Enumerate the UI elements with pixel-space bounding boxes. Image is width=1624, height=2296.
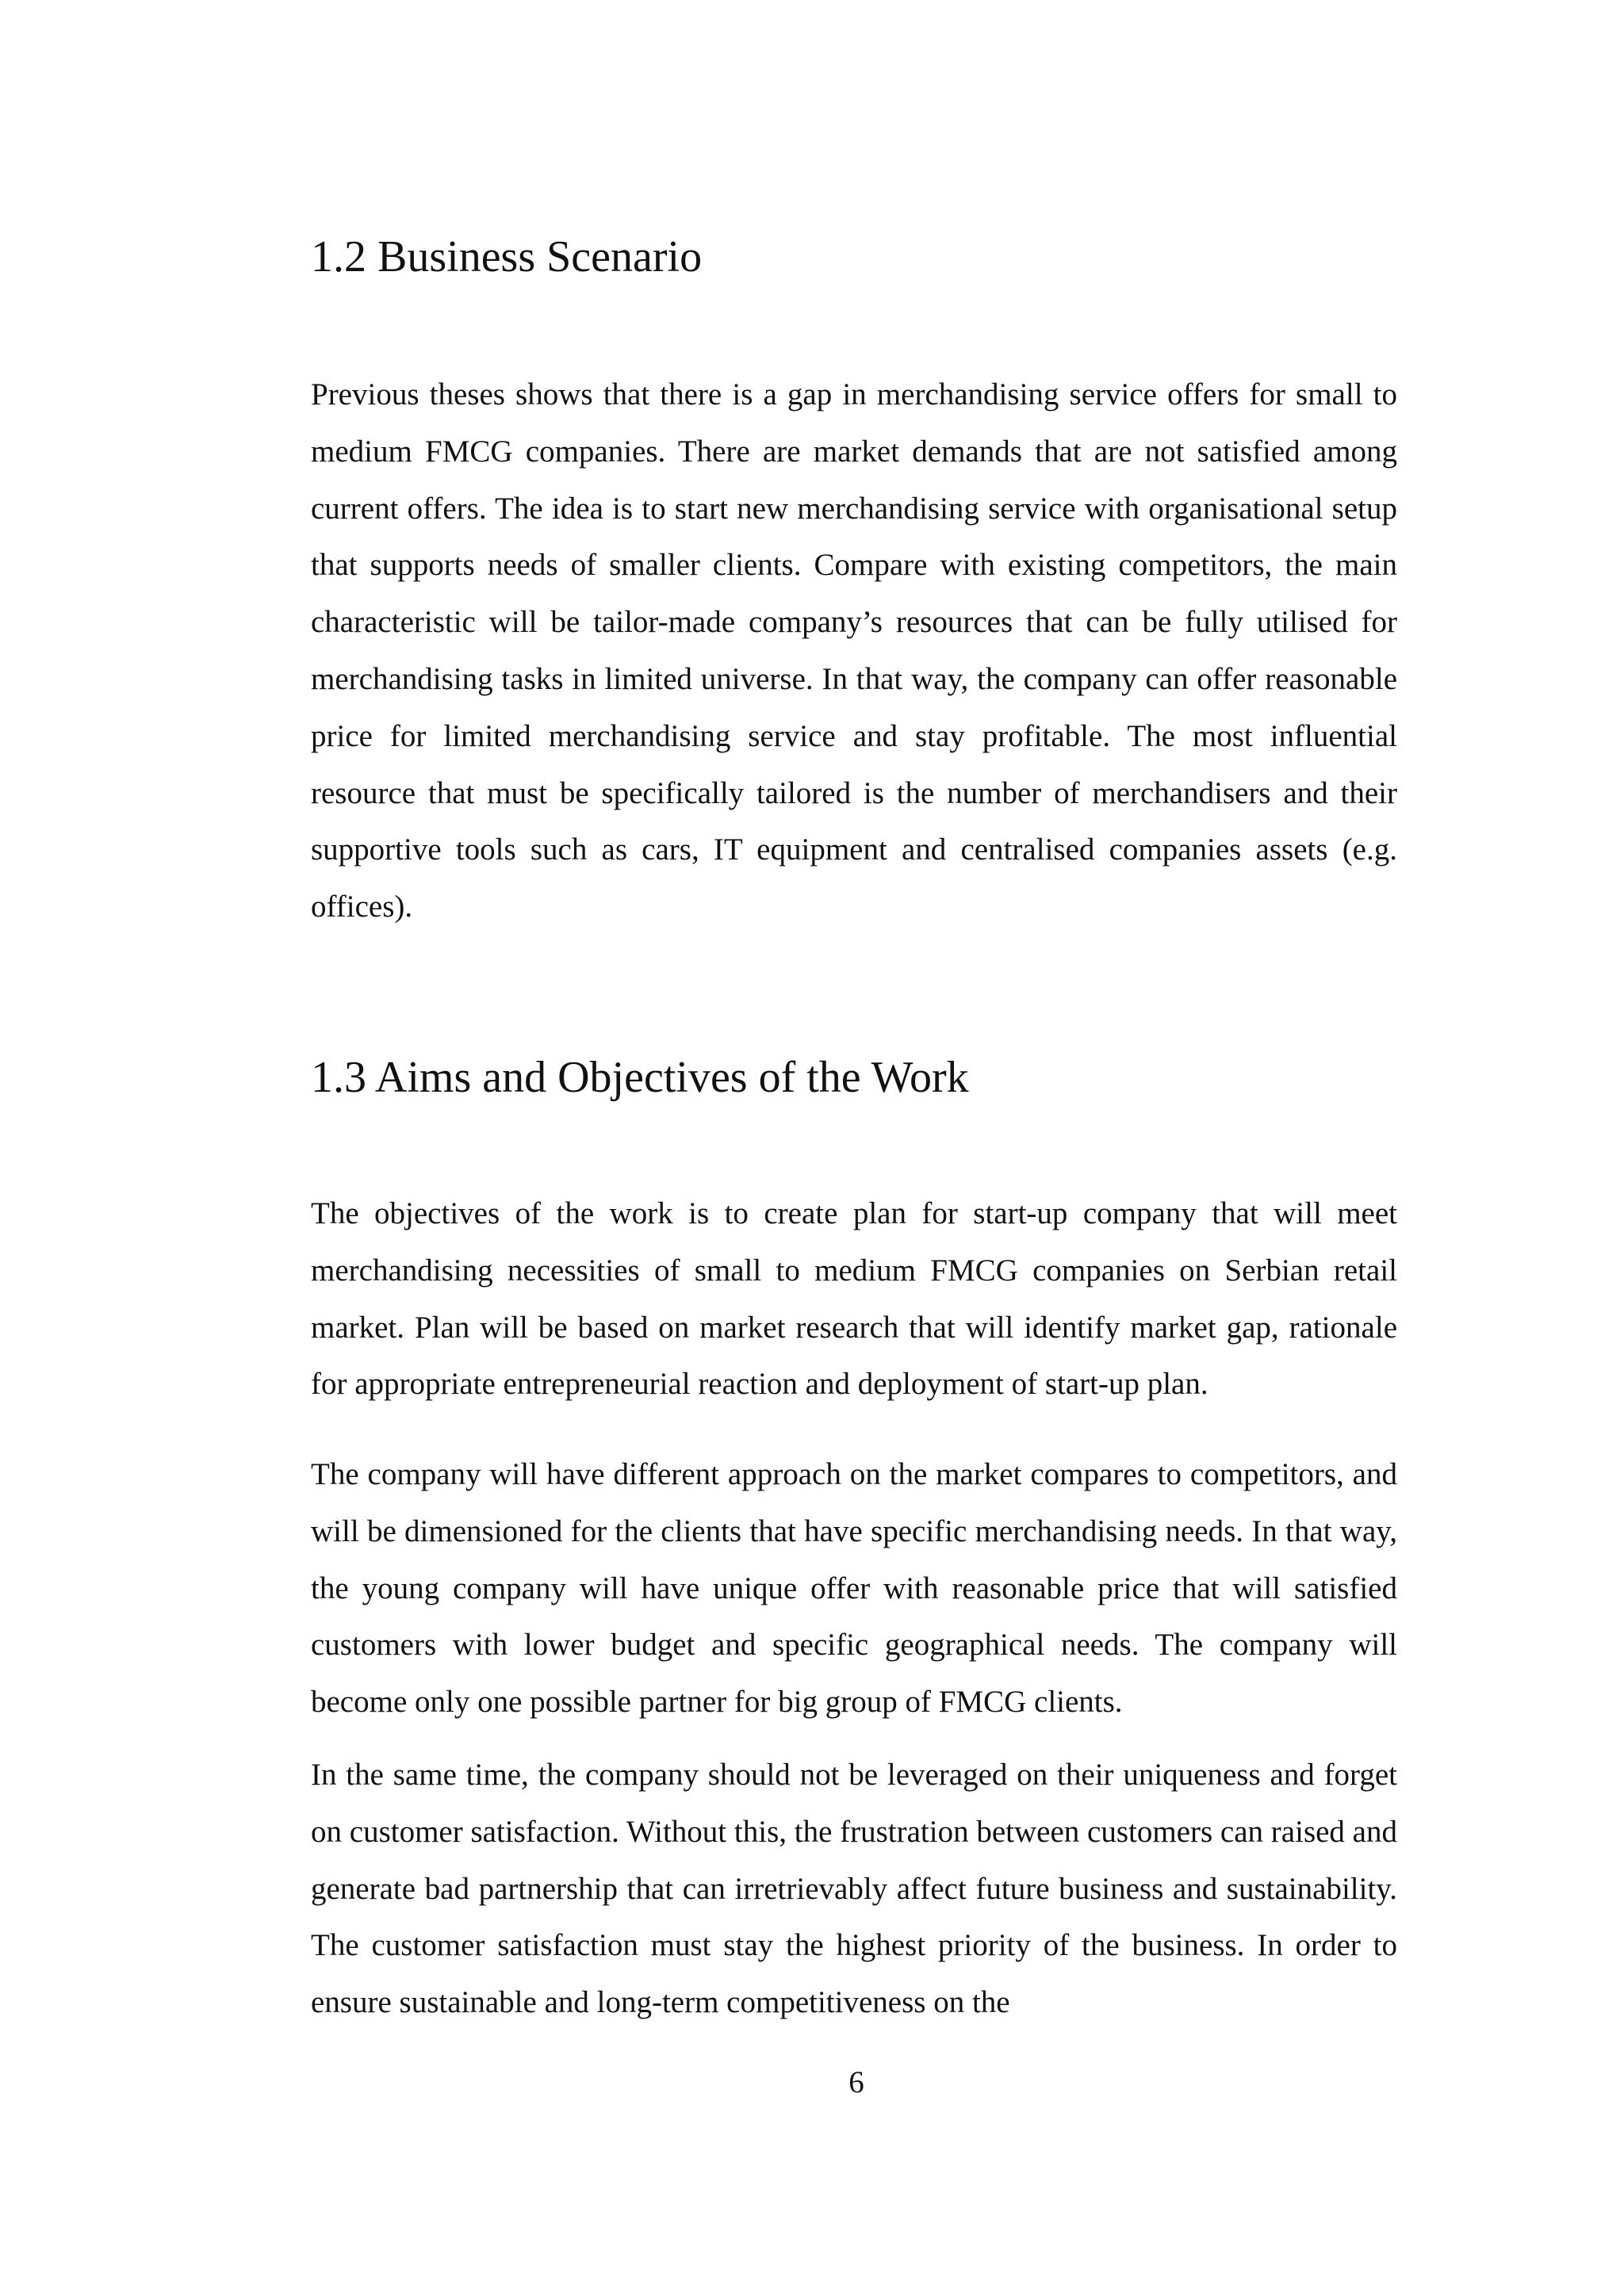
paragraph-business-scenario: Previous theses shows that there is a gap in merchandising service offers for small to medium FMCG companies. There are market demands that are not satisfied among current offers. The idea is to start new merchandising service with organisational setup that supports needs of smaller clients. Compare with existing competitors, the main characteristic will be tailor-made company’s resources that can be fully utilised for merchandising tasks in limited universe. In that way, the company can offer reasonable price for limited merchandising service and stay profitable. The most influential resource that must be specifically tailored is the number of merchandisers and their supportive tools such as cars, IT equipment and centralised companies assets (e.g. offices). <box>311 377 1397 924</box>
paragraph-objectives: The objectives of the work is to create plan for start-up company that will meet merchandising necessities of small to medium FMCG companies on Serbian retail market. Plan will be based on market research that will identify market gap, rationale for appropriate entrepreneurial reaction and deployment of start-up plan. <box>311 1196 1397 1402</box>
section-heading-aims-objectives: 1.3 Aims and Objectives of the Work <box>311 1053 969 1102</box>
section-heading-business-scenario: 1.2 Business Scenario <box>311 232 703 281</box>
page-number: 6 <box>848 2065 864 2099</box>
paragraph-approach: The company will have different approach on the market compares to competitors, and will be dimensioned for the clients that have specific merchandising needs. In that way, the young company will have unique offer with reasonable price that will satisfied customers with lower budget and specific geographical needs. The company will become only one possible partner for big group of FMCG clients. <box>311 1457 1397 1720</box>
paragraph-customer-satisfaction: In the same time, the company should not be leveraged on their uniqueness and forget on customer satisfaction. Without this, the frustration between customers can raised and generate bad partnership that can irretrievably affect future business and sustainability. The customer satisfaction must stay the highest priority of the business. In order to ensure sustainable and long-term competitiveness on the <box>311 1758 1397 2020</box>
